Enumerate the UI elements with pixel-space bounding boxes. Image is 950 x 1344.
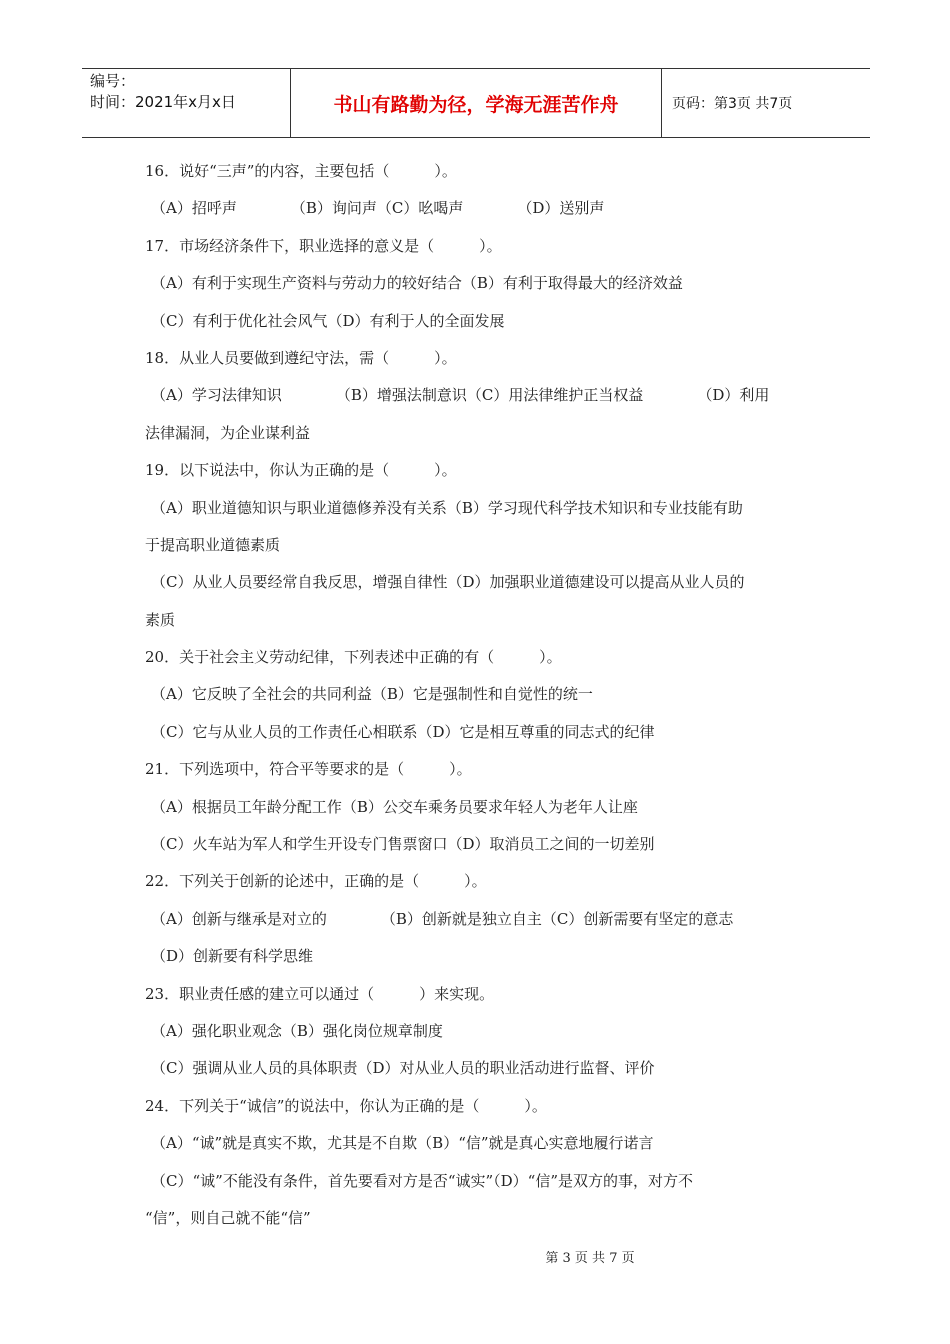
question-21-options-2: （C）火车站为军人和学生开设专门售票窗口（D）取消员工之间的一切差别 xyxy=(151,835,655,854)
page-footer: 第 3 页 共 7 页 xyxy=(545,1251,635,1266)
option-a: （A）创新与继承是对立的 xyxy=(151,909,327,928)
option-a: （A）学习法律知识 xyxy=(151,386,282,405)
question-18: 18．从业人员要做到遵纪守法，需（ ）。 xyxy=(145,348,457,367)
option-b-c: （B）增强法制意识（C）用法律维护正当权益 xyxy=(335,386,644,405)
option-b-c: （B）询问声（C）吆喝声 xyxy=(290,199,464,218)
question-19-line-2: 于提高职业道德素质 xyxy=(145,535,281,554)
option-d: （D）送别声 xyxy=(517,199,605,218)
question-17-options-2: （C）有利于优化社会风气（D）有利于人的全面发展 xyxy=(151,311,505,330)
option-d: （D）利用 xyxy=(697,386,770,405)
header-left-cell xyxy=(82,69,291,137)
question-22-options xyxy=(145,901,805,938)
question-20-options-2: （C）它与从业人员的工作责任心相联系（D）它是相互尊重的同志式的纪律 xyxy=(151,722,655,741)
option-b-c: （B）创新就是独立自主（C）创新需要有坚定的意志 xyxy=(380,909,734,928)
question-16: 16．说好“三声”的内容，主要包括（ ）。 xyxy=(145,162,457,180)
question-21: 21．下列选项中，符合平等要求的是（ ）。 xyxy=(145,760,472,779)
question-23-options-2: （C）强调从业人员的具体职责（D）对从业人员的职业活动进行监督、评价 xyxy=(151,1059,655,1078)
question-17: 17．市场经济条件下，职业选择的意义是（ ）。 xyxy=(145,236,502,255)
question-24-options-2: （C）“诚”不能没有条件，首先要看对方是否“诚实”（D）“信”是双方的事，对方不 xyxy=(151,1171,694,1190)
header-motto: 书山有路勤为径，学海无涯苦作舟 xyxy=(291,69,662,137)
question-19-line-3: （C）从业人员要经常自我反思，增强自律性（D）加强职业道德建设可以提高从业人员的 xyxy=(151,573,745,592)
doc-time-label: 时间：2021年x月x日 xyxy=(90,93,236,111)
question-17-options-1: （A）有利于实现生产资料与劳动力的较好结合（B）有利于取得最大的经济效益 xyxy=(151,274,683,293)
doc-code-label: 编号： xyxy=(90,72,136,90)
question-18-options xyxy=(145,377,805,414)
option-a: （A）招呼声 xyxy=(151,199,237,218)
question-19: 19．以下说法中，你认为正确的是（ ）。 xyxy=(145,461,457,480)
question-21-options-1: （A）根据员工年龄分配工作（B）公交车乘务员要求年轻人为老年人让座 xyxy=(151,797,638,816)
question-19-line-4: 素质 xyxy=(145,610,176,629)
question-24-options-3: “信”，则自己就不能“信” xyxy=(145,1208,311,1227)
question-19-line-1: （A）职业道德知识与职业道德修养没有关系（B）学习现代科学技术知识和专业技能有助 xyxy=(151,498,743,517)
question-23-options-1: （A）强化职业观念（B）强化岗位规章制度 xyxy=(151,1021,443,1040)
question-18-continuation: 法律漏洞，为企业谋利益 xyxy=(145,423,311,442)
question-22-option-d: （D）创新要有科学思维 xyxy=(151,947,314,966)
question-20: 20．关于社会主义劳动纪律，下列表述中正确的有（ ）。 xyxy=(145,648,562,667)
question-23: 23．职业责任感的建立可以通过（ ）来实现。 xyxy=(145,984,495,1003)
question-24-options-1: （A）“诚”就是真实不欺，尤其是不自欺（B）“信”就是真心实意地履行诺言 xyxy=(151,1134,654,1153)
question-20-options-1: （A）它反映了全社会的共同利益（B）它是强制性和自觉性的统一 xyxy=(151,685,593,704)
question-list xyxy=(145,153,805,1237)
question-24: 24．下列关于“诚信”的说法中，你认为正确的是（ ）。 xyxy=(145,1096,547,1115)
question-22: 22．下列关于创新的论述中，正确的是（ ）。 xyxy=(145,872,487,891)
header-page-info: 页码：第3页 共7页 xyxy=(672,96,793,112)
page-header xyxy=(82,68,870,138)
question-16-options xyxy=(145,190,805,227)
